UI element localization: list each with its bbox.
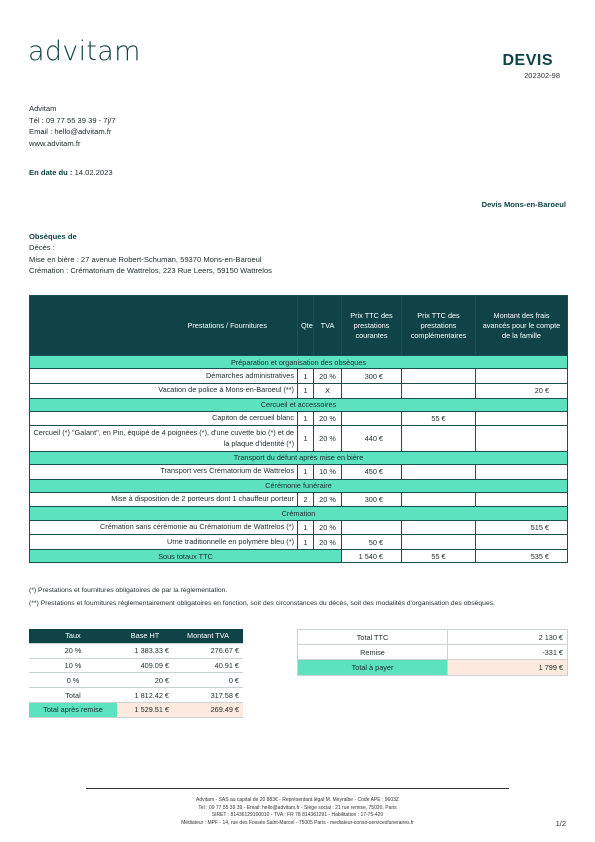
- obseques-cremation: Crémation : Crématorium de Wattrelos, 223 Rue Leers, 59150 Wattrelos: [29, 265, 272, 275]
- row-desc: Transport vers Crématorium de Wattrelos: [30, 464, 298, 479]
- doc-title: DEVIS: [502, 52, 553, 69]
- row-desc: Crémation sans cérémonie au Crématorium de Wattrelos (*): [30, 520, 298, 535]
- table-row: [30, 520, 568, 535]
- remise-value: -331 €: [448, 645, 568, 660]
- row-complementaires: [402, 383, 476, 398]
- row-desc: Urne traditionnelle en polymère bleu (*): [30, 535, 298, 550]
- row-desc: Cercueil (*) "Galant", en Pin, équipé de 4 poignées (*), d'une cuvette bio (*) et de la plaque d'identité (*): [30, 426, 298, 451]
- date-line: [29, 168, 113, 177]
- footer-divider: [86, 788, 509, 789]
- row-desc: Vacation de police à Mons-en-Baroeul (**): [30, 383, 298, 398]
- tax-amount: 276.67 €: [173, 643, 243, 658]
- date-label: En date du :: [29, 168, 73, 177]
- row-desc: Capiton de cercueil blanc: [30, 411, 298, 426]
- row-courantes: [342, 383, 402, 398]
- section-title: Cérémonie funéraire: [30, 479, 568, 492]
- a-payer-label: Total à payer: [298, 660, 448, 675]
- total-ttc-label: Total TTC: [298, 630, 448, 645]
- tax-header-base: Base HT: [117, 629, 173, 643]
- row-qte: 1: [298, 383, 314, 398]
- tax-header-taux: Taux: [29, 629, 117, 643]
- table-row: [29, 643, 243, 658]
- a-payer-row: [298, 660, 568, 675]
- row-complementaires: [402, 369, 476, 384]
- footer-legal: [60, 797, 535, 827]
- row-complementaires: 55 €: [402, 411, 476, 426]
- row-qte: 1: [298, 411, 314, 426]
- subtotal-label: Sous totaux TTC: [30, 549, 342, 562]
- row-courantes: [342, 411, 402, 426]
- tax-header-tva: Montant TVA: [173, 629, 243, 643]
- row-frais: [476, 535, 568, 550]
- row-complementaires: [402, 520, 476, 535]
- row-complementaires: [402, 535, 476, 550]
- note-conditional: (**) Prestations et fournitures réglementairement obligatoires en fonction, soit des circonstances du décès, soit des modalités d'organisation des obsèques.: [29, 599, 496, 607]
- company-email[interactable]: Email : hello@advitam.fr: [29, 127, 112, 137]
- total-ttc-row: [298, 630, 568, 645]
- devis-location: Devis Mons-en-Baroeul: [481, 200, 566, 209]
- row-tva: 20 %: [314, 411, 342, 426]
- doc-number: 202302-98: [524, 71, 560, 80]
- tax-amount: 40.91 €: [173, 658, 243, 673]
- obseques-title: Obsèques de: [29, 232, 77, 241]
- header-prix-courantes: Prix TTC des prestations courantes: [342, 296, 402, 356]
- row-complementaires: [402, 492, 476, 507]
- table-row: [29, 658, 243, 673]
- row-tva: 20 %: [314, 492, 342, 507]
- row-desc: Mise à disposition de 2 porteurs dont 1 chauffeur porteur: [30, 492, 298, 507]
- tax-base: 409.09 €: [117, 658, 173, 673]
- notes: [29, 586, 567, 612]
- row-qte: 1: [298, 369, 314, 384]
- table-row: [30, 411, 568, 426]
- tax-taux: 10 %: [29, 658, 117, 673]
- company-contact: [29, 103, 116, 149]
- obseques-block: [29, 231, 272, 276]
- table-row: [30, 535, 568, 550]
- row-complementaires: [402, 464, 476, 479]
- row-tva: 20 %: [314, 520, 342, 535]
- row-tva: 20 %: [314, 535, 342, 550]
- header-prix-complementaires: Prix TTC des prestations complémentaires: [402, 296, 476, 356]
- tax-base: 1 812.42 €: [117, 688, 173, 703]
- section-title: Cercueil et accessoires: [30, 398, 568, 411]
- row-tva: 20 %: [314, 369, 342, 384]
- prestations-table: [29, 295, 568, 563]
- subtotal-courantes: 1 540 €: [342, 549, 402, 562]
- row-frais: [476, 492, 568, 507]
- remise-label: Remise: [298, 645, 448, 660]
- tax-table: [29, 629, 243, 718]
- row-qte: 1: [298, 426, 314, 451]
- row-qte: 1: [298, 535, 314, 550]
- totals-table: [297, 629, 568, 676]
- a-payer-value: 1 799 €: [448, 660, 568, 675]
- tax-taux: Total: [29, 688, 117, 703]
- table-row: [30, 383, 568, 398]
- row-courantes: 50 €: [342, 535, 402, 550]
- subtotal-complementaires: 55 €: [402, 549, 476, 562]
- obseques-mise-en-biere: Mise en bière : 27 avenue Robert-Schuman, 59370 Mons-en-Baroeul: [29, 254, 262, 264]
- company-phone: Tél : 09 77 55 39 39 - 7j/7: [29, 115, 116, 125]
- row-tva: X: [314, 383, 342, 398]
- tax-after-tva: 269.49 €: [173, 702, 243, 717]
- header-tva: TVA: [314, 296, 342, 356]
- remise-row: [298, 645, 568, 660]
- row-complementaires: [402, 426, 476, 451]
- row-courantes: [342, 520, 402, 535]
- row-frais: [476, 369, 568, 384]
- subtotal-row: [30, 549, 568, 562]
- row-courantes: 450 €: [342, 464, 402, 479]
- table-row: [30, 426, 568, 451]
- date-value: 14.02.2023: [72, 168, 113, 177]
- row-courantes: 300 €: [342, 369, 402, 384]
- footer-line-3: SIRET : 81436129100010 - TVA : FR 78 814361291 - Habilitation : 17-75-420: [211, 812, 384, 819]
- tax-base: 1 383.33 €: [117, 643, 173, 658]
- row-frais: [476, 411, 568, 426]
- row-courantes: 300 €: [342, 492, 402, 507]
- row-tva: 10 %: [314, 464, 342, 479]
- row-tva: 20 %: [314, 426, 342, 451]
- obseques-deces: Décès :: [29, 243, 55, 253]
- row-frais: 20 €: [476, 383, 568, 398]
- tax-after-label: Total après remise: [29, 702, 117, 717]
- footer-line-4: Médiateur : MPF - 14, rue des Fossés Saint-Marcel - 75005 Paris - mediateur-conso-servicesfuneraires.fr: [181, 819, 414, 826]
- footer-line-2: Tel : 09 77 55 39 39 - Email: hello@advitam.fr - Siège social : 21 rue remise, 75020, Paris: [198, 804, 397, 811]
- row-qte: 2: [298, 492, 314, 507]
- row-frais: [476, 426, 568, 451]
- row-frais: 515 €: [476, 520, 568, 535]
- row-desc: Démarches administratives: [30, 369, 298, 384]
- table-row: [29, 688, 243, 703]
- table-row: [30, 369, 568, 384]
- tax-taux: 20 %: [29, 643, 117, 658]
- row-courantes: 440 €: [342, 426, 402, 451]
- advitam-logo: advitam: [28, 36, 141, 67]
- page-number: 1/2: [555, 819, 566, 828]
- tax-after-discount-row: [29, 702, 243, 717]
- row-frais: [476, 464, 568, 479]
- company-website[interactable]: www.advitam.fr: [29, 138, 81, 148]
- row-qte: 1: [298, 520, 314, 535]
- table-row: [30, 492, 568, 507]
- row-qte: 1: [298, 464, 314, 479]
- table-row: [29, 673, 243, 688]
- section-title: Transport du défunt après mise en bière: [30, 451, 568, 464]
- tax-base: 20 €: [117, 673, 173, 688]
- note-mandatory: (*) Prestations et fournitures obligatoires de par la réglementation.: [29, 587, 228, 594]
- footer-line-1: Advitam - SAS au capital de 20 883€ - Représentant légal M. Meyralbe - Code APE : 9603Z: [196, 797, 399, 803]
- section-title: Préparation et organisation des obsèques: [30, 356, 568, 369]
- subtotal-frais: 535 €: [476, 549, 568, 562]
- tax-amount: 317.58 €: [173, 688, 243, 703]
- tax-amount: 0 €: [173, 673, 243, 688]
- tax-after-base: 1 529.51 €: [117, 702, 173, 717]
- header-frais-avances: Montant des frais avancés pour le compte de la famille: [476, 296, 568, 356]
- tax-taux: 0 %: [29, 673, 117, 688]
- table-row: [30, 464, 568, 479]
- header-qte: Qte: [298, 296, 314, 356]
- section-title: Crémation: [30, 507, 568, 520]
- header-prestations: Prestations / Fournitures: [30, 296, 298, 356]
- total-ttc-value: 2 130 €: [448, 630, 568, 645]
- company-name: Advitam: [29, 104, 57, 113]
